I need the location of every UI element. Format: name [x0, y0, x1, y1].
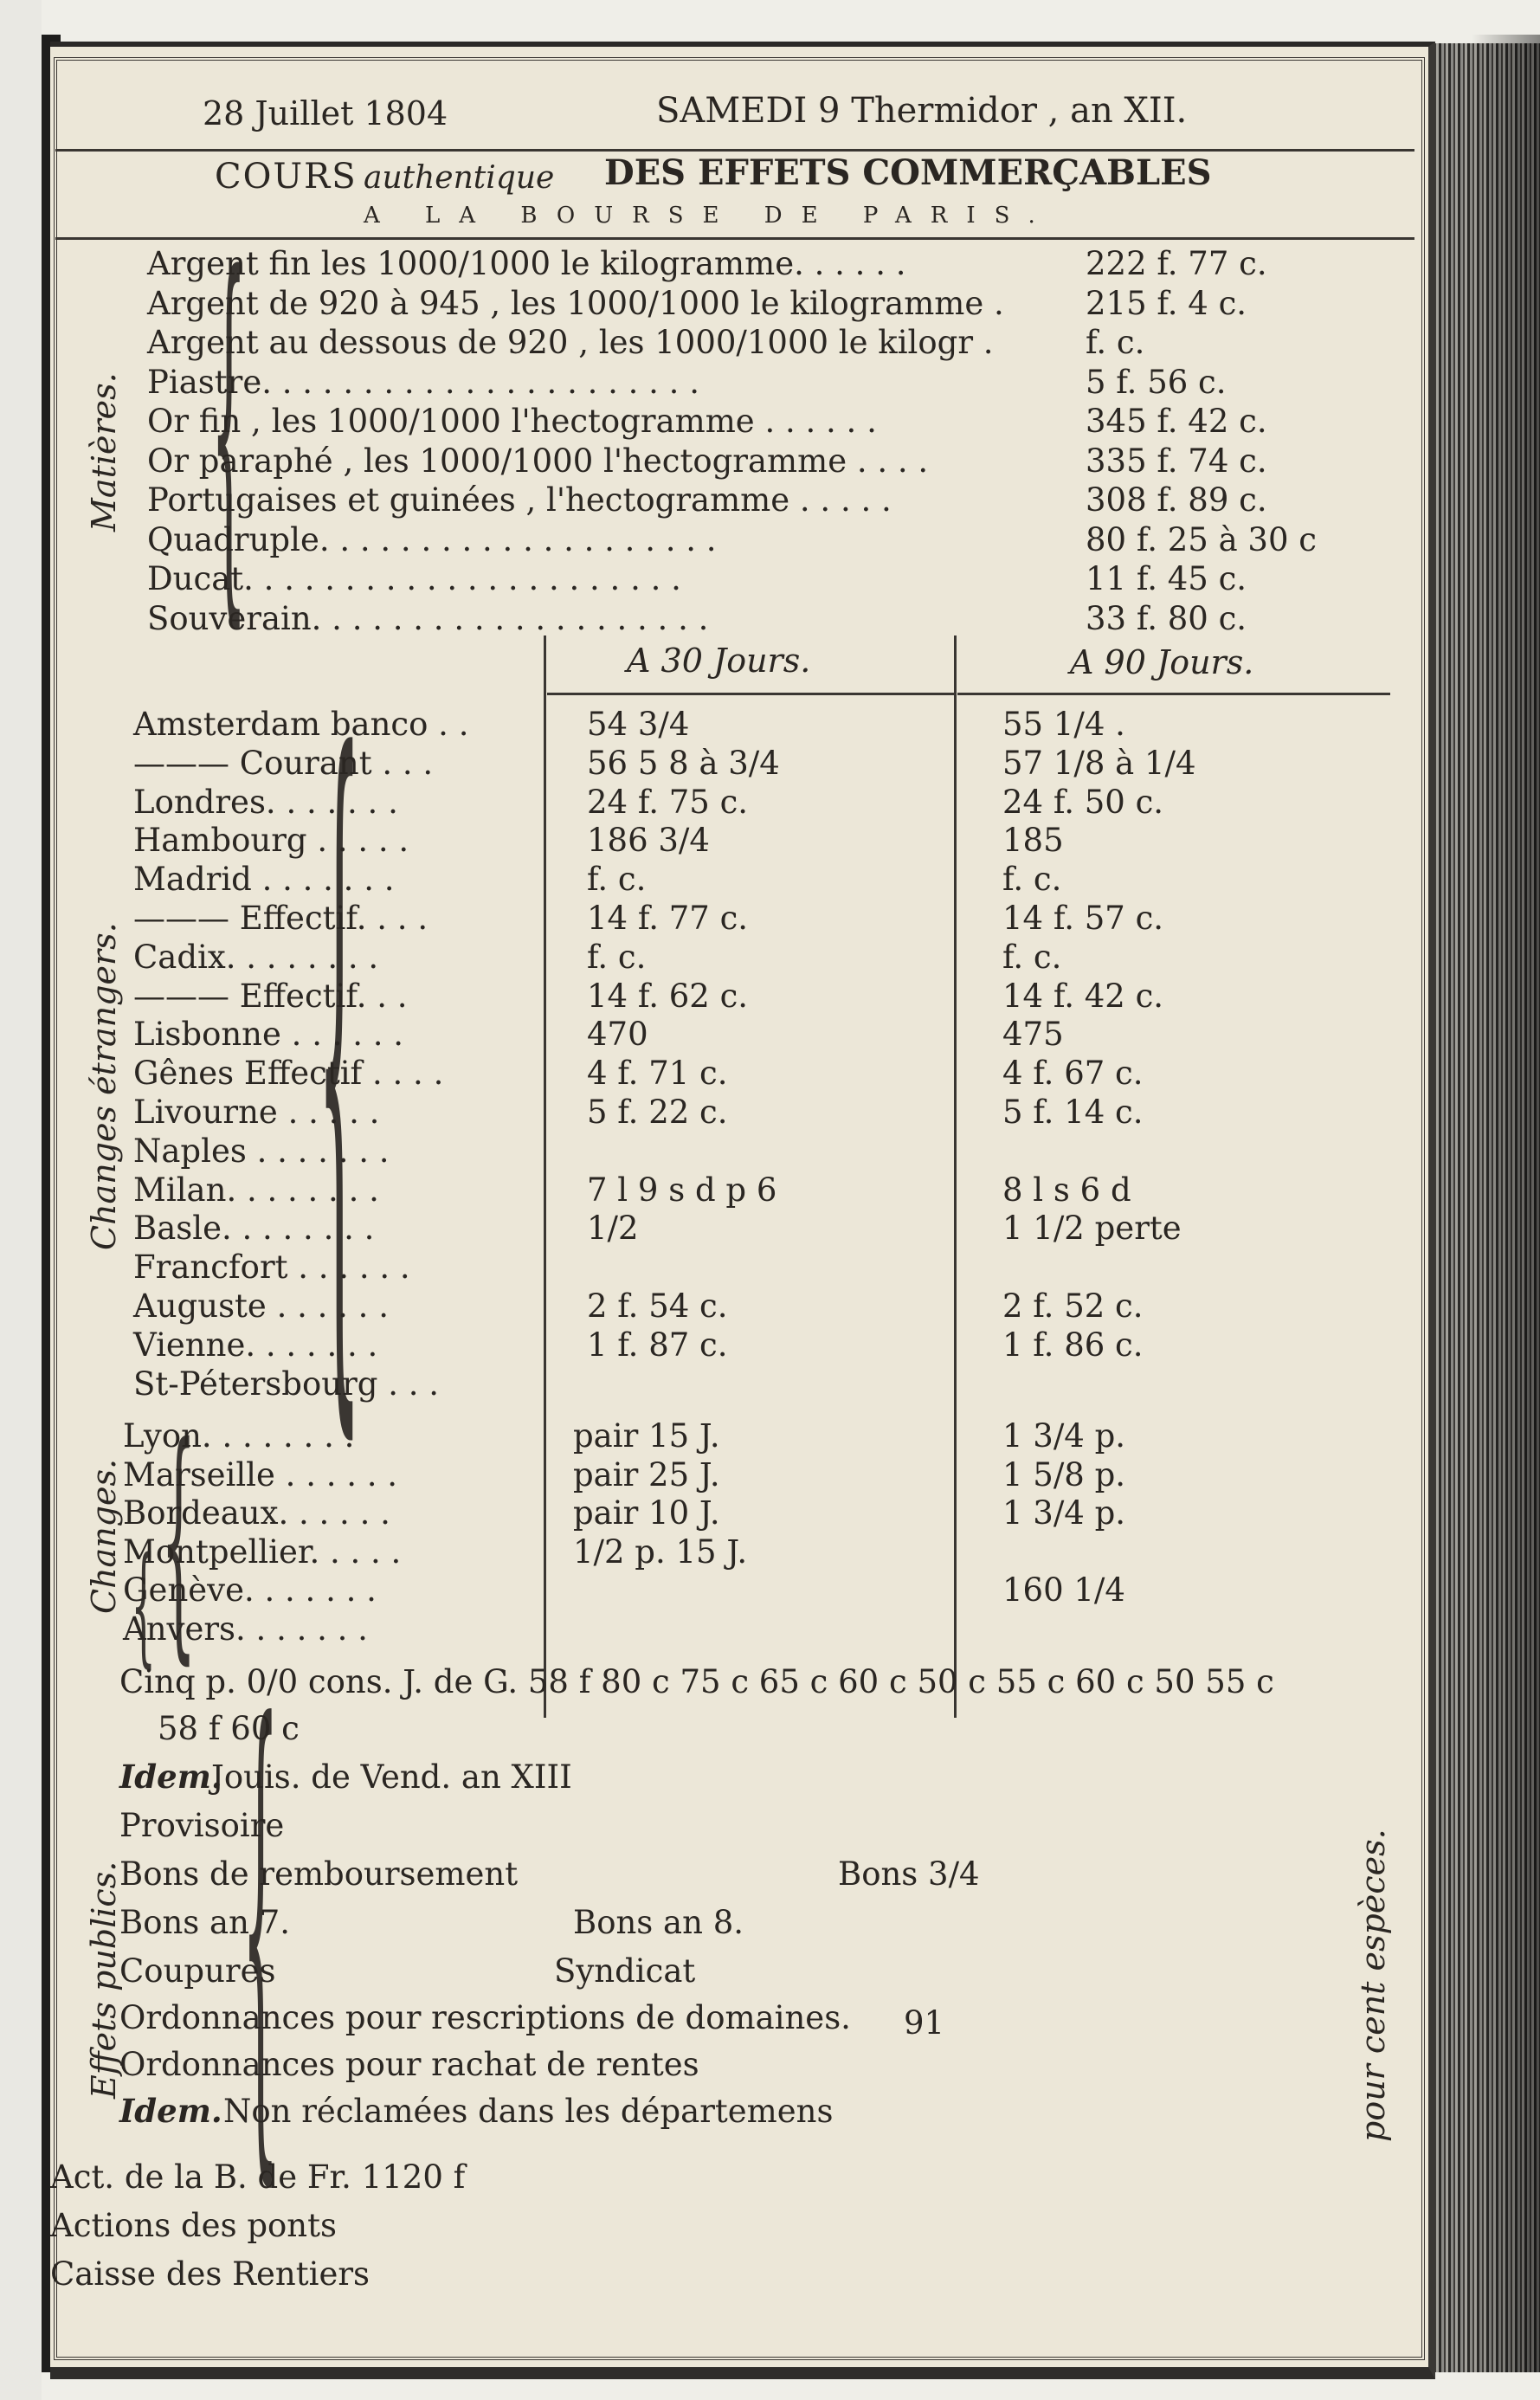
actions-des-ponts: Actions des ponts — [50, 2207, 337, 2244]
changes-label: Changes. — [85, 1458, 123, 1614]
change-etranger-90j: 8 l s 6 d — [1002, 1171, 1131, 1209]
change-etranger-name: St-Pétersbourg . . . — [133, 1365, 440, 1403]
change-etranger-30j: 24 f. 75 c. — [587, 784, 749, 821]
change-name: Genève. . . . . . . — [123, 1571, 377, 1609]
matiere-value: 11 f. 45 c. — [1086, 560, 1247, 597]
matiere-value: 80 f. 25 à 30 c — [1086, 521, 1317, 558]
header-rule — [55, 149, 1414, 152]
idem-nonreclamees-label: Idem. — [119, 2092, 222, 2130]
change-90j: 1 3/4 p. — [1002, 1494, 1126, 1532]
col-header-30: A 30 Jours. — [627, 642, 811, 680]
changes-brace: { — [160, 1394, 197, 1686]
col-header-rule-90 — [957, 693, 1390, 695]
change-name: Marseille . . . . . . — [123, 1456, 398, 1494]
change-etranger-90j: f. c. — [1002, 939, 1062, 976]
syndicat: Syndicat — [554, 1952, 696, 1990]
matiere-name: Ducat. . . . . . . . . . . . . . . . . . . . . . — [147, 560, 681, 597]
col-divider-left — [544, 635, 546, 1718]
change-etranger-90j: 1 f. 86 c. — [1002, 1326, 1144, 1364]
effets-publics-brace: { — [242, 1621, 279, 2226]
change-etranger-name: Francfort . . . . . . — [133, 1248, 410, 1286]
change-30j: pair 15 J. — [573, 1417, 720, 1455]
effets-publics-label: Effets publics. — [85, 1861, 123, 2099]
change-etranger-name: Madrid . . . . . . . — [133, 861, 395, 898]
change-30j: pair 10 J. — [573, 1494, 720, 1532]
change-90j: 1 5/8 p. — [1002, 1456, 1126, 1494]
change-etranger-name: Vienne. . . . . . . — [133, 1326, 378, 1364]
change-etranger-90j: 14 f. 57 c. — [1002, 900, 1164, 937]
change-etranger-name: Naples . . . . . . . — [133, 1132, 390, 1170]
change-90j: 1 3/4 p. — [1002, 1417, 1126, 1455]
change-etranger-name: Londres. . . . . . . — [133, 784, 398, 821]
ordonnances-rachat: Ordonnances pour rachat de rentes — [119, 2046, 699, 2083]
changes-etrangers-label: Changes étrangers. — [85, 922, 123, 1250]
change-etranger-30j: f. c. — [587, 939, 647, 976]
cinq-pour-cent-line2: 58 f 60 c — [158, 1710, 300, 1747]
change-etranger-90j: 5 f. 14 c. — [1002, 1094, 1144, 1131]
header-day: SAMEDI 9 Thermidor , an XII. — [656, 91, 1188, 131]
change-30j: 1/2 p. 15 J. — [573, 1533, 748, 1571]
matiere-name: Or paraphé , les 1000/1000 l'hectogramme . . . . — [147, 442, 929, 480]
change-etranger-name: Cadix. . . . . . . . — [133, 939, 379, 976]
idem-nonreclamees: Non réclamées dans les départemens — [223, 2093, 834, 2130]
matiere-name: Argent au dessous de 920 , les 1000/1000 le kilogr . — [147, 324, 994, 361]
change-etranger-30j: 54 3/4 — [587, 706, 690, 743]
matiere-name: Souverain. . . . . . . . . . . . . . . . . . . . — [147, 600, 709, 637]
change-name: Anvers. . . . . . . — [123, 1610, 368, 1648]
change-name: Montpellier. . . . . — [123, 1533, 402, 1571]
change-etranger-90j: 24 f. 50 c. — [1002, 784, 1164, 821]
matiere-name: Argent fin les 1000/1000 le kilogramme. . . . . . — [147, 245, 906, 282]
matiere-name: Or fin , les 1000/1000 l'hectogramme . . . . . . — [147, 403, 877, 440]
change-etranger-name: Auguste . . . . . . — [133, 1287, 389, 1325]
bons-remboursement: Bons de remboursement — [119, 1855, 519, 1893]
change-etranger-90j: 55 1/4 . — [1002, 706, 1125, 743]
matiere-value: 335 f. 74 c. — [1086, 442, 1267, 480]
change-etranger-30j: 1 f. 87 c. — [587, 1326, 728, 1364]
change-etranger-name: ——— Effectif. . . . — [133, 900, 428, 937]
ordonnances-rescriptions: Ordonnances pour rescriptions de domaines. — [119, 1999, 851, 2036]
pour-cent-especes-label: pour cent espèces. — [1354, 1829, 1392, 2142]
idem-jouis-label: Idem. — [119, 1758, 222, 1796]
matiere-name: Portugaises et guinées , l'hectogramme . . . . . — [147, 481, 892, 519]
change-etranger-90j: 4 f. 67 c. — [1002, 1055, 1144, 1092]
title-authentique: authentique — [364, 160, 555, 196]
change-etranger-30j: 470 — [587, 1016, 648, 1053]
change-etranger-30j: 14 f. 62 c. — [587, 977, 749, 1015]
change-etranger-30j: 2 f. 54 c. — [587, 1287, 728, 1325]
provisoire: Provisoire — [119, 1807, 285, 1844]
matiere-value: 33 f. 80 c. — [1086, 600, 1247, 637]
bons-an-8: Bons an 8. — [573, 1904, 744, 1941]
bulletin-page — [50, 42, 1435, 2379]
bons-3-4: Bons 3/4 — [838, 1855, 980, 1893]
matiere-value: 222 f. 77 c. — [1086, 245, 1267, 282]
scan-margin — [0, 0, 42, 2400]
change-etranger-30j: 4 f. 71 c. — [587, 1055, 728, 1092]
change-etranger-90j: 2 f. 52 c. — [1002, 1287, 1144, 1325]
change-etranger-30j: 7 l 9 s d p 6 — [587, 1171, 777, 1209]
change-etranger-name: Milan. . . . . . . . — [133, 1171, 379, 1209]
title-subtitle: A LA BOURSE DE PARIS. — [364, 203, 1054, 229]
change-etranger-90j: 57 1/8 à 1/4 — [1002, 745, 1196, 782]
header-date: 28 Juillet 1804 — [203, 94, 448, 132]
matiere-name: Quadruple. . . . . . . . . . . . . . . . . . . . — [147, 521, 717, 558]
change-name: Lyon. . . . . . . . — [123, 1417, 355, 1455]
matiere-value: f. c. — [1086, 324, 1145, 361]
action-banque-de-france: Act. de la B. de Fr. 1120 f — [50, 2158, 466, 2196]
col-divider-right — [954, 635, 957, 1718]
matiere-value: 5 f. 56 c. — [1086, 364, 1227, 401]
coupures: Coupures — [119, 1952, 276, 1990]
matiere-name: Argent de 920 à 945 , les 1000/1000 le kilogramme . — [147, 285, 1004, 322]
change-etranger-name: Lisbonne . . . . . . — [133, 1016, 404, 1053]
page-edges-shadow — [1472, 35, 1540, 2372]
change-etranger-name: Basle. . . . . . . . — [133, 1210, 375, 1247]
change-etranger-90j: 14 f. 42 c. — [1002, 977, 1164, 1015]
changes-brace-small: { — [131, 1530, 157, 1681]
change-etranger-30j: 14 f. 77 c. — [587, 900, 749, 937]
change-etranger-name: Amsterdam banco . . — [133, 706, 469, 743]
change-etranger-name: ——— Courant . . . — [133, 745, 434, 782]
change-etranger-name: Livourne . . . . . — [133, 1094, 380, 1131]
change-etranger-30j: 1/2 — [587, 1210, 639, 1247]
changes-etrangers-brace: { — [317, 609, 362, 1496]
matiere-value: 215 f. 4 c. — [1086, 285, 1247, 322]
col-header-rule-30 — [547, 693, 954, 695]
bons-an-7: Bons an 7. — [119, 1904, 290, 1941]
change-etranger-90j: f. c. — [1002, 861, 1062, 898]
change-etranger-90j: 1 1/2 perte — [1002, 1210, 1182, 1247]
change-etranger-name: Gênes Effectif . . . . — [133, 1055, 444, 1092]
change-30j: pair 25 J. — [573, 1456, 720, 1494]
idem-jouis: Jouis. de Vend. an XIII — [211, 1758, 572, 1796]
ordonnances-rescriptions-value: 91 — [904, 2004, 945, 2042]
change-etranger-30j: 56 5 8 à 3/4 — [587, 745, 780, 782]
title-rule — [55, 237, 1414, 240]
change-etranger-30j: f. c. — [587, 861, 647, 898]
matieres-brace: { — [210, 196, 247, 659]
change-etranger-90j: 185 — [1002, 822, 1064, 859]
change-etranger-30j: 186 3/4 — [587, 822, 710, 859]
title-main: DES EFFETS COMMERÇABLES — [604, 152, 1212, 193]
matieres-label: Matières. — [85, 372, 123, 532]
change-90j: 160 1/4 — [1002, 1571, 1125, 1609]
col-header-90: A 90 Jours. — [1070, 643, 1254, 681]
caisse-des-rentiers: Caisse des Rentiers — [50, 2255, 371, 2293]
change-etranger-30j: 5 f. 22 c. — [587, 1094, 728, 1131]
change-etranger-name: ——— Effectif. . . — [133, 977, 408, 1015]
matiere-value: 345 f. 42 c. — [1086, 403, 1267, 440]
matiere-value: 308 f. 89 c. — [1086, 481, 1267, 519]
change-etranger-90j: 475 — [1002, 1016, 1064, 1053]
title-cours: COURS — [215, 157, 358, 197]
change-etranger-name: Hambourg . . . . . — [133, 822, 409, 859]
cinq-pour-cent-line1: Cinq p. 0/0 cons. J. de G. 58 f 80 c 75 c 65 c 60 c 50 c 55 c 60 c 50 55 c — [119, 1663, 1274, 1700]
matiere-name: Piastre. . . . . . . . . . . . . . . . . . . . . . — [147, 364, 699, 401]
change-name: Bordeaux. . . . . . — [123, 1494, 390, 1532]
